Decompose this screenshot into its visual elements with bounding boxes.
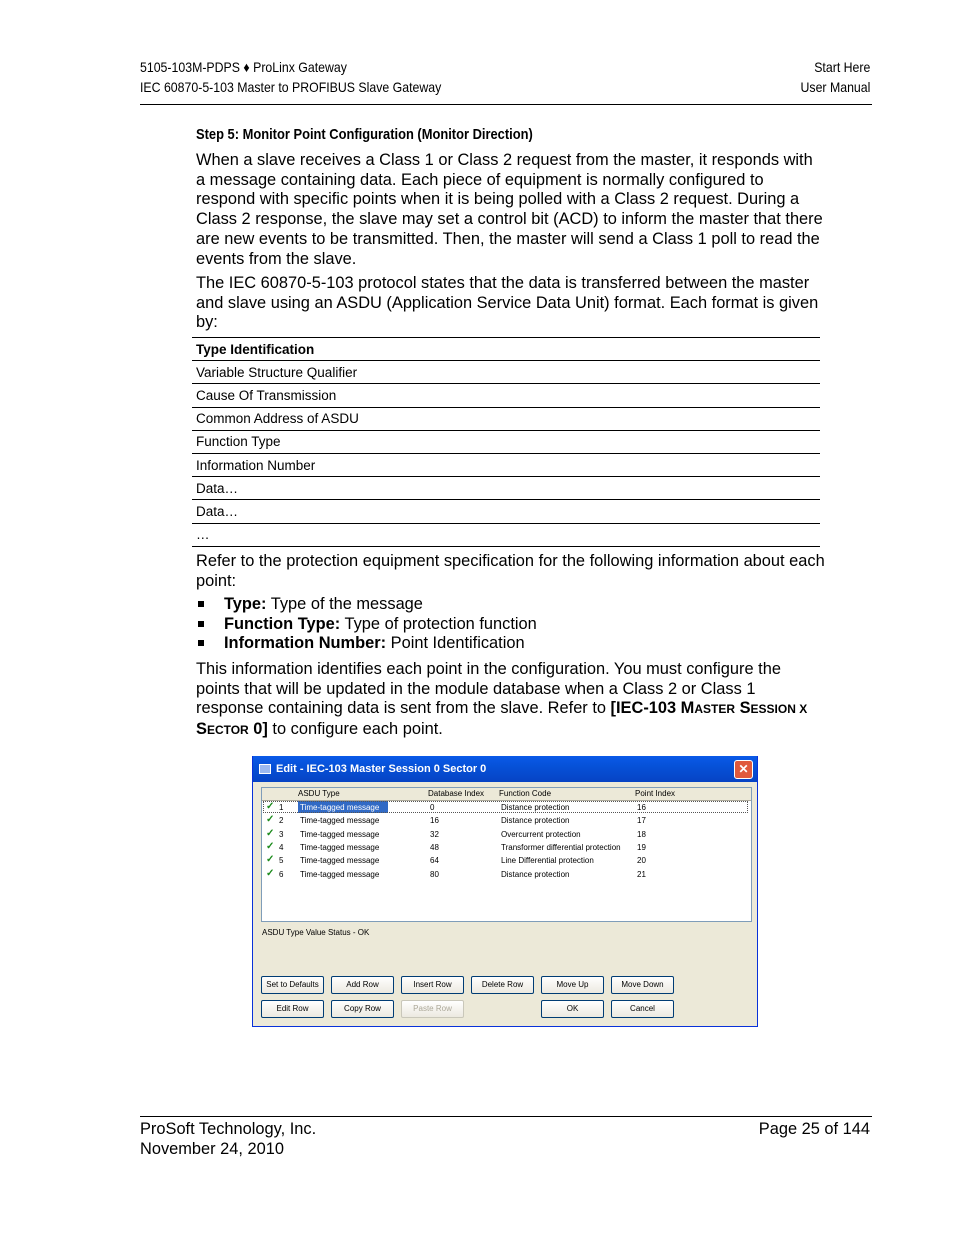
close-icon[interactable]: ✕ bbox=[734, 760, 753, 779]
table-row bbox=[192, 361, 820, 384]
col-asdu-type[interactable]: ASDU Type bbox=[298, 789, 340, 798]
cell-pt: 20 bbox=[637, 856, 646, 866]
bullet-square-icon bbox=[198, 601, 204, 607]
para-tail: to configure each point. bbox=[267, 720, 443, 739]
cell-db: 0 bbox=[430, 803, 435, 812]
cell-type: Time-tagged message bbox=[300, 816, 380, 826]
header-right bbox=[800, 57, 870, 97]
cell-type: Time-tagged message bbox=[300, 856, 380, 866]
format-field: Cause Of Transmission bbox=[192, 384, 820, 407]
col-database-index[interactable]: Database Index bbox=[428, 789, 485, 798]
page-number: Page 25 of 144 bbox=[758, 1120, 870, 1138]
row-number: 6 bbox=[279, 869, 284, 879]
format-field: Information Number bbox=[192, 453, 820, 476]
row-number: 3 bbox=[279, 829, 284, 839]
table-row bbox=[192, 500, 820, 523]
move-down-button[interactable]: Move Down bbox=[611, 976, 674, 994]
paragraph-refer-spec: Refer to the protection equipment specification for the following information about each point: bbox=[196, 552, 825, 590]
col-function-code[interactable]: Function Code bbox=[499, 789, 552, 798]
checkmark-icon: ✓ bbox=[266, 840, 275, 852]
cell-func: Distance protection bbox=[501, 816, 570, 826]
row-number: 5 bbox=[279, 856, 284, 866]
cell-db: 64 bbox=[430, 856, 439, 866]
table-row[interactable] bbox=[262, 801, 751, 814]
set-defaults-button[interactable]: Set to Defaults bbox=[261, 976, 324, 994]
grid-header bbox=[262, 788, 751, 801]
copy-row-button[interactable]: Copy Row bbox=[331, 1000, 394, 1018]
cancel-button[interactable]: Cancel bbox=[611, 1000, 674, 1018]
table-row[interactable] bbox=[262, 854, 751, 867]
table-row bbox=[192, 430, 820, 453]
table-row bbox=[192, 407, 820, 430]
bullet-text: Type of protection function bbox=[340, 614, 537, 633]
table-row bbox=[192, 477, 820, 500]
cell-db: 48 bbox=[430, 842, 439, 852]
checkmark-icon: ✓ bbox=[266, 854, 275, 866]
paste-row-button: Paste Row bbox=[401, 1000, 464, 1018]
row-number: 2 bbox=[279, 816, 284, 826]
table-row[interactable] bbox=[262, 841, 751, 854]
row-number: 4 bbox=[279, 842, 284, 852]
header-left bbox=[140, 57, 441, 97]
cell-func: Transformer differential protection bbox=[501, 842, 621, 852]
bullet-square-icon bbox=[198, 621, 204, 627]
header-subtitle: IEC 60870-5-103 Master to PROFIBUS Slave Gateway bbox=[140, 79, 442, 95]
cell-pt: 16 bbox=[637, 803, 646, 812]
dialog-title: Edit - IEC-103 Master Session 0 Sector 0 bbox=[276, 763, 487, 775]
edit-row-button[interactable]: Edit Row bbox=[261, 1000, 324, 1018]
cell-type: Time-tagged message bbox=[300, 869, 380, 879]
header-section: Start Here bbox=[813, 59, 870, 75]
table-row bbox=[192, 523, 820, 546]
bullet-square-icon bbox=[198, 640, 204, 646]
format-field: … bbox=[192, 523, 820, 546]
cell-func: Line Differential protection bbox=[501, 856, 594, 866]
cell-func: Distance protection bbox=[501, 803, 570, 812]
edit-dialog bbox=[252, 756, 758, 1027]
header-doc-type: User Manual bbox=[800, 79, 870, 95]
cell-db: 16 bbox=[430, 816, 439, 826]
list-item bbox=[196, 595, 537, 615]
cell-pt: 18 bbox=[637, 829, 646, 839]
asdu-grid[interactable] bbox=[261, 787, 752, 922]
format-field: Data… bbox=[192, 500, 820, 523]
step-heading: Step 5: Monitor Point Configuration (Monitor Direction) bbox=[196, 126, 533, 143]
paragraph-asdu-format: The IEC 60870-5-103 protocol states that the data is transferred between the master and slave using an ASDU (Application Service Data Unit) format. Each format is given by: bbox=[196, 274, 819, 332]
cell-pt: 21 bbox=[637, 869, 646, 879]
table-row[interactable] bbox=[262, 814, 751, 827]
cell-type: Time-tagged message bbox=[300, 803, 380, 812]
table-row bbox=[192, 384, 820, 407]
cell-func: Overcurrent protection bbox=[501, 829, 581, 839]
bullet-term: Information Number: bbox=[224, 634, 387, 653]
checkmark-icon: ✓ bbox=[266, 867, 275, 879]
cell-pt: 17 bbox=[637, 816, 646, 826]
point-info-list bbox=[196, 595, 537, 654]
cell-func: Distance protection bbox=[501, 869, 570, 879]
row-number: 1 bbox=[279, 803, 284, 812]
paragraph-configure-points bbox=[196, 660, 826, 741]
footer-date: November 24, 2010 bbox=[140, 1139, 284, 1158]
bullet-term: Function Type: bbox=[224, 614, 341, 633]
cell-type: Time-tagged message bbox=[300, 842, 380, 852]
footer-company: ProSoft Technology, Inc. bbox=[140, 1120, 317, 1138]
table-row bbox=[192, 453, 820, 476]
table-row[interactable] bbox=[262, 868, 751, 881]
section-reference[interactable]: [IEC-103 MASTER SESSION X SECTOR 0] bbox=[196, 699, 808, 739]
add-row-button[interactable]: Add Row bbox=[331, 976, 394, 994]
dialog-titlebar[interactable] bbox=[253, 756, 757, 782]
bullet-text: Type of the message bbox=[266, 595, 423, 613]
paragraph-class-request: When a slave receives a Class 1 or Class 2 request from the master, it responds with a message containing data. Each piece of equipment is normally configured to respond with specific points when it is being polled with a Class 2 request. During a Class 2 response, the slave may set a control bit (ACD) to inform the master that there are new events to be transmitted. Then, the master will send a Class 1 poll to read the events from the slave. bbox=[196, 151, 823, 268]
cell-db: 80 bbox=[430, 869, 439, 879]
header-product: 5105-103M-PDPS ♦ ProLinx Gateway bbox=[140, 59, 347, 75]
footer-left bbox=[140, 1120, 316, 1159]
list-item bbox=[196, 615, 537, 635]
para-text: This information identifies each point in the configuration. You must configure the points that will be updated in the module database when a Class 2 or Class 1 response containing data is sent from the slave. Refer to bbox=[196, 660, 781, 718]
delete-row-button[interactable]: Delete Row bbox=[471, 976, 534, 994]
format-field: Type Identification bbox=[192, 338, 820, 361]
footer-rule bbox=[140, 1116, 872, 1117]
col-point-index[interactable]: Point Index bbox=[635, 789, 676, 798]
ok-button[interactable]: OK bbox=[541, 1000, 604, 1018]
table-row[interactable] bbox=[262, 828, 751, 841]
table-row bbox=[192, 338, 820, 361]
checkmark-icon: ✓ bbox=[266, 827, 275, 839]
cell-db: 32 bbox=[430, 829, 439, 839]
cell-type: Time-tagged message bbox=[300, 829, 380, 839]
format-field: Variable Structure Qualifier bbox=[192, 361, 820, 384]
move-up-button[interactable]: Move Up bbox=[541, 976, 604, 994]
header-rule bbox=[140, 104, 872, 105]
checkmark-icon: ✓ bbox=[266, 814, 275, 826]
asdu-format-table bbox=[192, 337, 820, 547]
format-field: Data… bbox=[192, 477, 820, 500]
window-icon bbox=[259, 764, 271, 774]
cell-pt: 19 bbox=[637, 842, 646, 852]
format-field: Common Address of ASDU bbox=[192, 407, 820, 430]
list-item bbox=[196, 634, 537, 654]
format-field: Function Type bbox=[192, 430, 820, 453]
checkmark-icon: ✓ bbox=[266, 801, 275, 812]
insert-row-button[interactable]: Insert Row bbox=[401, 976, 464, 994]
bullet-term: Type: bbox=[224, 595, 267, 613]
status-text: ASDU Type Value Status - OK bbox=[262, 928, 370, 937]
bullet-text: Point Identification bbox=[386, 634, 525, 653]
